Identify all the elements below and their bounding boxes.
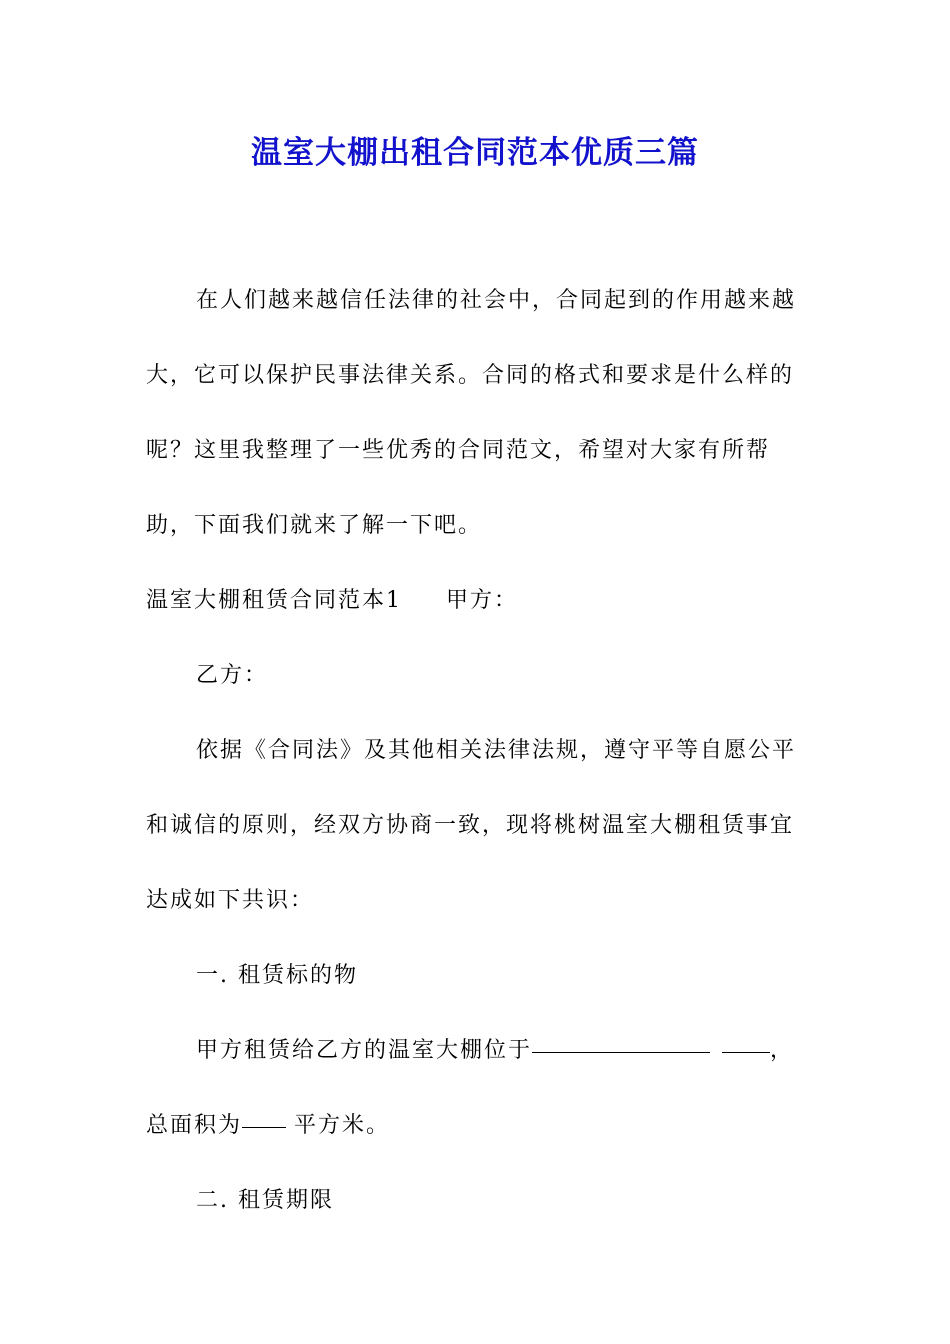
location-text: 甲方租赁给乙方的温室大棚位于 [196, 1038, 533, 1063]
location-blank [532, 1051, 710, 1053]
area-unit: 平方米。 [294, 1113, 391, 1138]
section1-paragraph [146, 1013, 816, 1163]
contract-heading: 温室大棚租赁合同范本1 [146, 588, 402, 613]
document-title: 温室大棚出租合同范本优质三篇 [251, 135, 699, 171]
section1-heading: 一. 租赁标的物 [196, 963, 358, 988]
intro-paragraph: 在人们越来越信任法律的社会中，合同起到的作用越来越大，它可以保护民事法律关系。合同的格式和要求是什么样的呢？这里我整理了一些优秀的合同范文，希望对大家有所帮助，下面我们就来了解一下吧。 [146, 288, 797, 538]
area-blank [242, 1126, 286, 1128]
location-blank-2 [722, 1051, 770, 1053]
party-a-label: 甲方： [446, 588, 519, 613]
document-body [146, 263, 816, 1238]
section2-heading: 二. 租赁期限 [196, 1188, 334, 1213]
party-b-label: 乙方： [196, 663, 269, 688]
location-comma: ， [770, 1038, 795, 1063]
area-text: 总面积为 [146, 1113, 243, 1138]
preamble-paragraph: 依据《合同法》及其他相关法律法规，遵守平等自愿公平和诚信的原则，经双方协商一致，现将桃树温室大棚租赁事宜达成如下共识： [146, 738, 797, 913]
contract-heading-line [146, 563, 816, 638]
